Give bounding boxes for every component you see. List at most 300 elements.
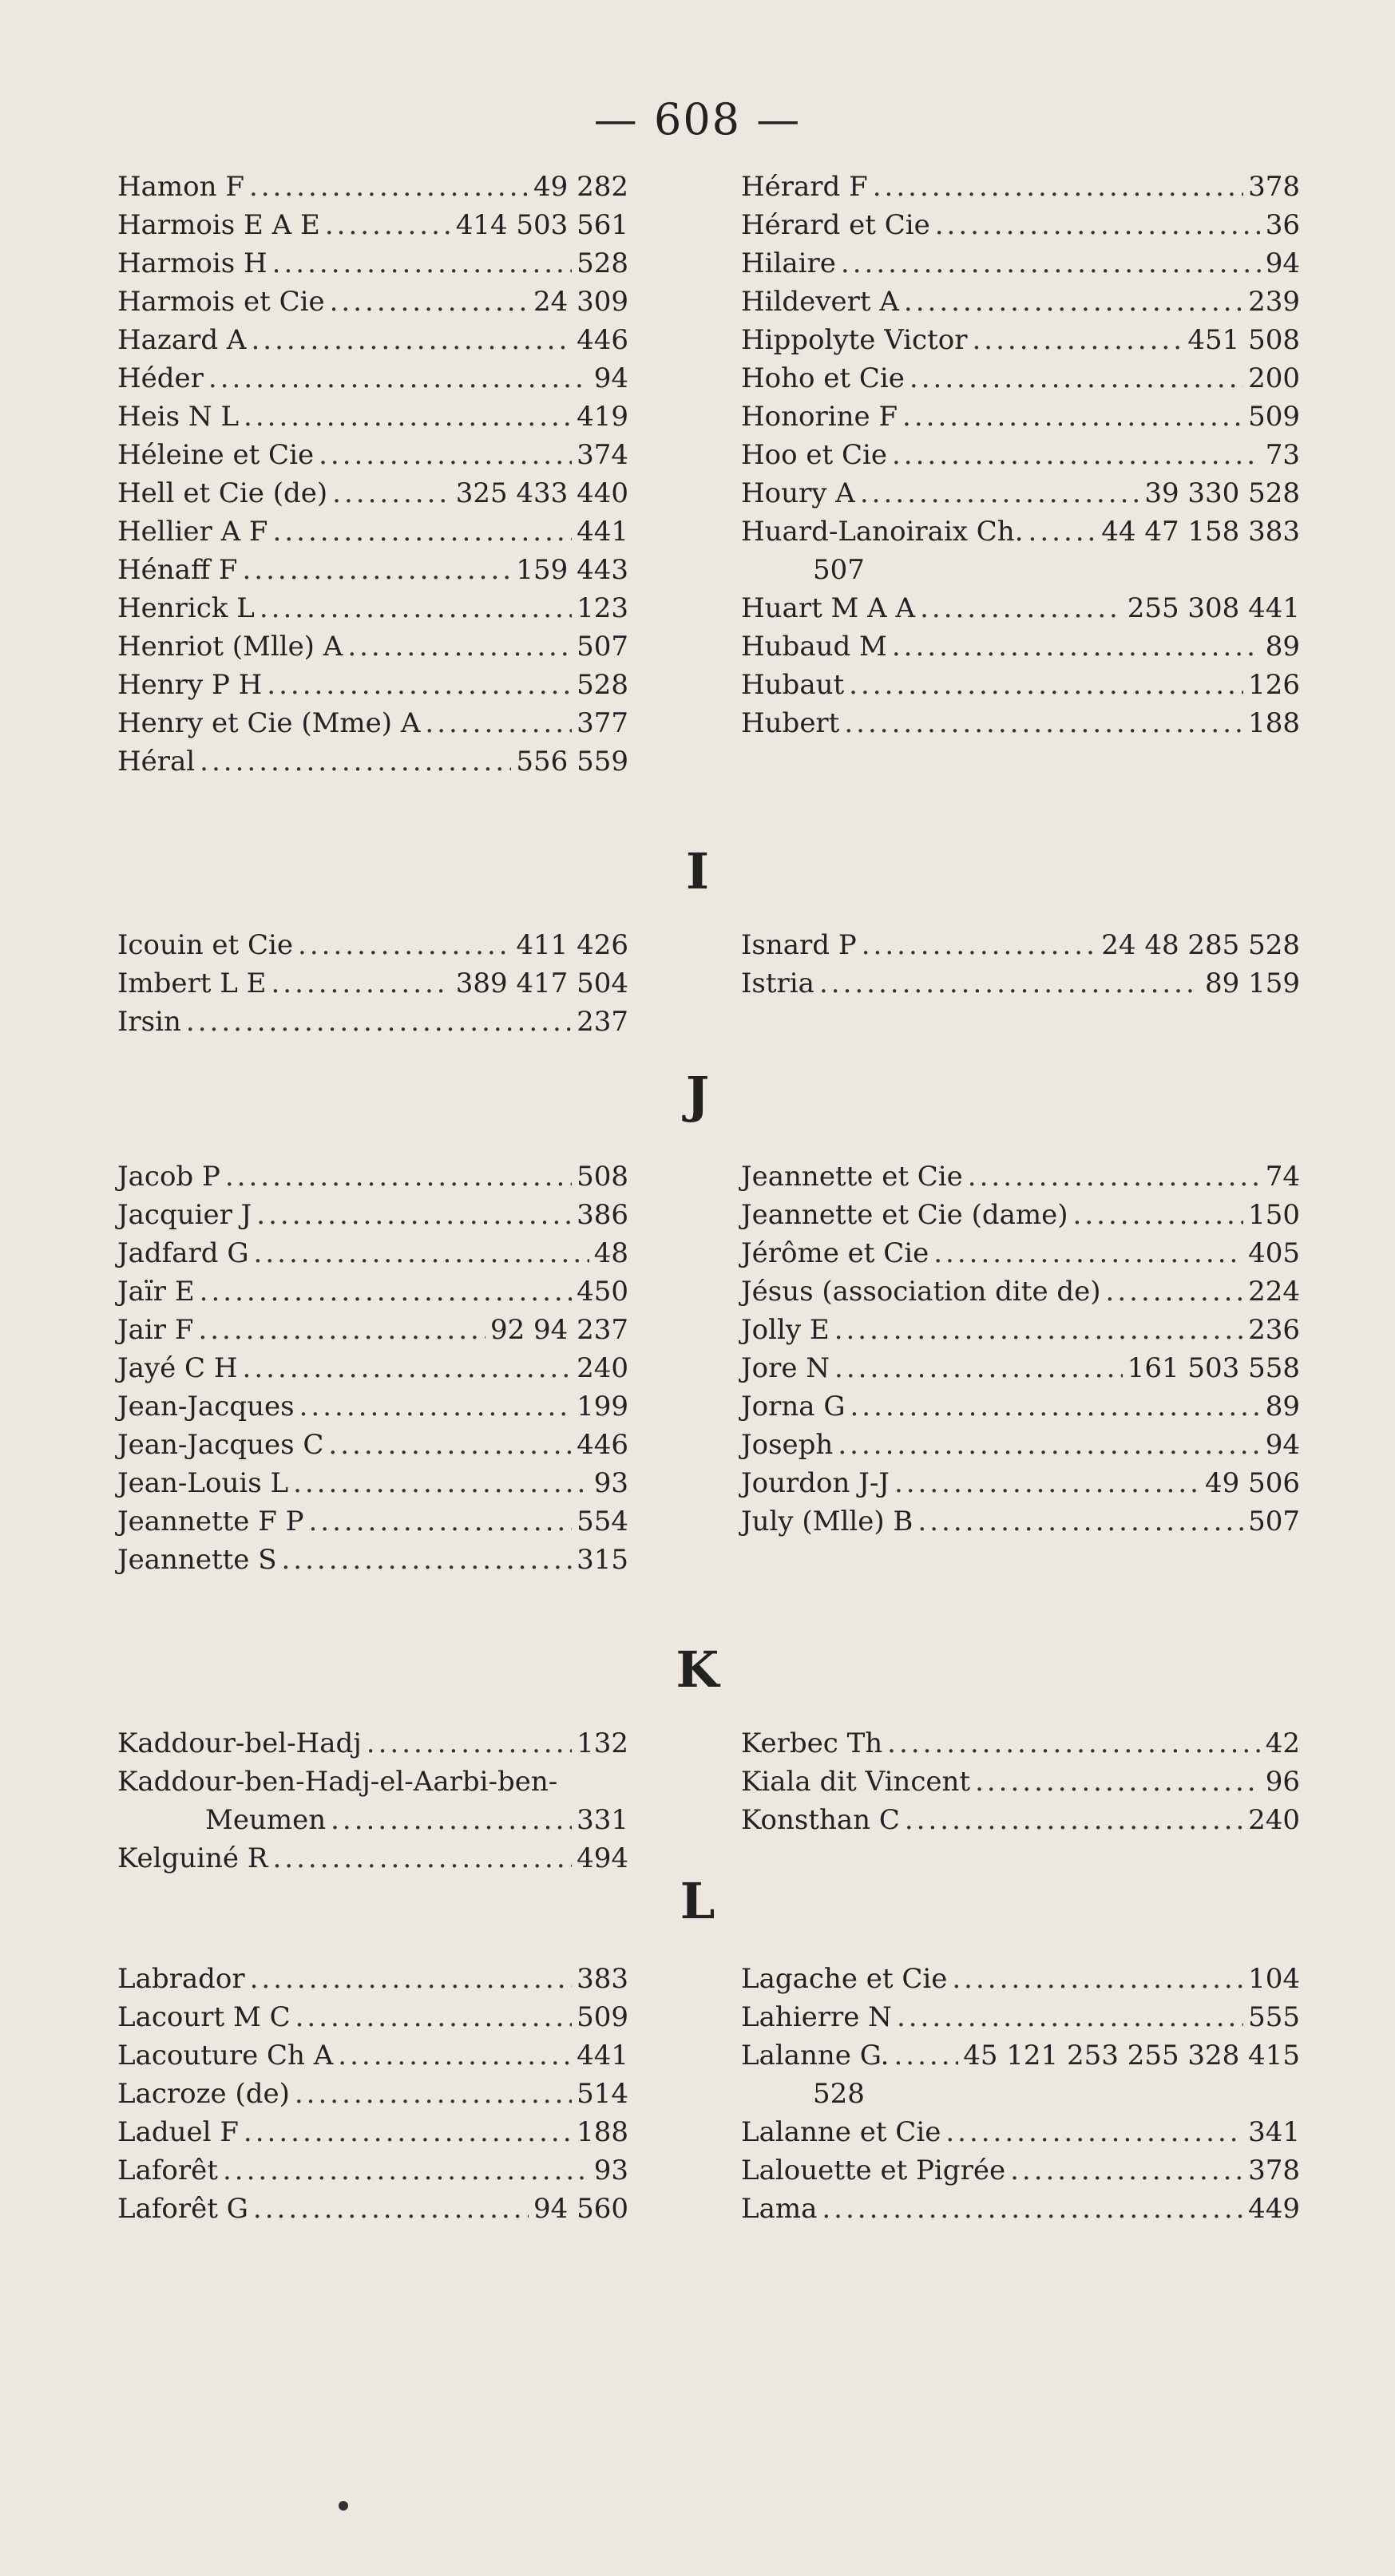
entry-pages: 411 426 xyxy=(516,929,628,961)
dot-leader xyxy=(1106,1272,1244,1311)
entry-name: Jean-Jacques xyxy=(117,1391,295,1423)
entry-pages: 94 xyxy=(1265,1429,1300,1461)
index-entry xyxy=(741,2113,1300,2151)
entry-pages: 36 xyxy=(1265,209,1300,241)
dot-leader xyxy=(892,627,1261,666)
index-entry xyxy=(741,1426,1300,1464)
index-entry xyxy=(741,321,1300,359)
entry-pages: 509 xyxy=(577,2001,628,2033)
section-heading-k: K xyxy=(676,1640,719,1699)
entry-name: Konsthan C xyxy=(741,1804,900,1836)
dot-leader xyxy=(1010,2151,1243,2190)
entry-name: Jeannette F P xyxy=(117,1506,304,1537)
entry-name: Jayé C H xyxy=(117,1352,238,1384)
index-entry xyxy=(741,1387,1300,1426)
entry-name: July (Mlle) B xyxy=(741,1506,913,1537)
index-entry xyxy=(117,2075,628,2113)
index-entry xyxy=(741,1234,1300,1272)
entry-name: Labrador xyxy=(117,1963,245,1995)
index-column-l-left xyxy=(117,1960,628,2228)
dot-leader xyxy=(244,398,572,436)
entry-pages: 123 xyxy=(577,592,628,624)
dot-leader xyxy=(972,321,1183,359)
dot-leader xyxy=(244,2113,572,2151)
entry-pages: 441 xyxy=(577,516,628,548)
entry-name: Kaddour-bel-Hadj xyxy=(117,1727,362,1759)
entry-pages: 45 121 253 255 328 415 xyxy=(963,2040,1300,2071)
index-entry xyxy=(741,1998,1300,2036)
index-entry xyxy=(117,2113,628,2151)
entry-pages: 325 433 440 xyxy=(455,477,628,509)
entry-pages: 556 559 xyxy=(516,746,628,778)
entry-name: Kerbec Th xyxy=(741,1727,883,1759)
dot-leader xyxy=(338,2036,572,2075)
index-entry xyxy=(741,926,1300,964)
dot-leader xyxy=(850,1387,1261,1426)
index-entry xyxy=(117,168,628,206)
entry-pages: 224 xyxy=(1248,1276,1300,1308)
dot-leader xyxy=(299,1387,573,1426)
index-entry-continued xyxy=(117,1801,628,1839)
index-column-i-left xyxy=(117,926,628,1041)
dot-leader xyxy=(897,1998,1243,2036)
entry-pages: 48 xyxy=(593,1237,628,1269)
entry-name: Houry A xyxy=(741,477,855,509)
entry-pages: 554 xyxy=(577,1506,628,1537)
entry-name: Huart M A A xyxy=(741,592,916,624)
entry-name: Harmois et Cie xyxy=(117,286,325,318)
dot-leader xyxy=(260,589,572,627)
entry-name: Henry et Cie (Mme) A xyxy=(117,707,421,739)
entry-pages: 44 47 158 383 xyxy=(1101,516,1300,548)
index-entry xyxy=(741,283,1300,321)
index-entry xyxy=(117,1502,628,1541)
dot-leader xyxy=(920,589,1123,627)
index-entry xyxy=(117,512,628,551)
entry-pages: 92 94 237 xyxy=(489,1314,628,1346)
entry-pages: 199 xyxy=(577,1391,628,1423)
entry-name-continued: Meumen xyxy=(205,1804,327,1836)
entry-pages: 494 xyxy=(577,1842,628,1874)
dot-leader xyxy=(910,359,1243,398)
dot-leader xyxy=(225,1157,572,1196)
index-entry xyxy=(741,244,1300,283)
dot-leader xyxy=(243,1349,573,1387)
index-column-k-left xyxy=(117,1724,628,1878)
entry-pages: 126 xyxy=(1248,669,1300,701)
dot-leader xyxy=(267,666,572,704)
entry-name: Jorna G xyxy=(741,1391,846,1423)
entry-name: Hippolyte Victor xyxy=(741,324,968,356)
entry-pages: 378 xyxy=(1248,171,1300,203)
entry-name: Hubert xyxy=(741,707,840,739)
entry-name: Jolly E xyxy=(741,1314,830,1346)
index-entry xyxy=(117,742,628,781)
index-entry xyxy=(117,1763,628,1801)
entry-pages: 39 330 528 xyxy=(1144,477,1300,509)
dot-leader xyxy=(208,359,589,398)
entry-name: Kelguiné R xyxy=(117,1842,268,1874)
dot-leader xyxy=(1073,1196,1244,1234)
entry-name: Icouin et Cie xyxy=(117,929,294,961)
index-entry xyxy=(117,1157,628,1196)
index-entry xyxy=(117,359,628,398)
entry-name: Lama xyxy=(741,2193,818,2225)
dot-leader xyxy=(328,1426,572,1464)
entry-pages: 188 xyxy=(577,2116,628,2148)
index-entry xyxy=(117,2036,628,2075)
entry-pages: 94 xyxy=(593,362,628,394)
entry-name: Héder xyxy=(117,362,204,394)
index-entry xyxy=(741,1349,1300,1387)
index-entry xyxy=(117,1724,628,1763)
entry-pages-continued: 528 xyxy=(813,2078,865,2110)
page-number: — 608 — xyxy=(593,94,802,144)
entry-pages: 93 xyxy=(593,2155,628,2186)
entry-name: Lacourt M C xyxy=(117,2001,291,2033)
dot-leader xyxy=(822,2190,1243,2228)
entry-name: Irsin xyxy=(117,1006,181,1038)
index-entry xyxy=(741,512,1300,551)
entry-name: Héral xyxy=(117,746,196,778)
entry-pages: 200 xyxy=(1248,362,1300,394)
entry-name: Hoho et Cie xyxy=(741,362,905,394)
entry-name: Jaïr E xyxy=(117,1276,195,1308)
entry-name: Hoo et Cie xyxy=(741,439,887,471)
entry-pages: 528 xyxy=(577,247,628,279)
dot-leader xyxy=(945,2113,1243,2151)
entry-name: Héleine et Cie xyxy=(117,439,315,471)
dot-leader xyxy=(331,1801,572,1839)
index-entry xyxy=(117,321,628,359)
index-entry xyxy=(741,359,1300,398)
index-entry xyxy=(741,2151,1300,2190)
entry-pages: 514 xyxy=(577,2078,628,2110)
entry-name: Jeannette et Cie (dame) xyxy=(741,1199,1068,1231)
index-entry xyxy=(741,1464,1300,1502)
index-entry xyxy=(741,436,1300,474)
entry-name: Hubaut xyxy=(741,669,845,701)
dot-leader xyxy=(295,1998,572,2036)
entry-name: Harmois H xyxy=(117,247,268,279)
entry-name: Jésus (association dite de) xyxy=(741,1276,1101,1308)
dot-leader xyxy=(367,1724,572,1763)
entry-name: Hell et Cie (de) xyxy=(117,477,328,509)
entry-pages: 240 xyxy=(1248,1804,1300,1836)
entry-pages: 555 xyxy=(1248,2001,1300,2033)
index-entry xyxy=(741,1311,1300,1349)
index-entry xyxy=(117,1464,628,1502)
dot-leader xyxy=(834,1311,1243,1349)
dot-leader xyxy=(347,627,572,666)
dot-leader xyxy=(952,1960,1243,1998)
entry-pages: 89 159 xyxy=(1205,967,1300,999)
entry-pages: 374 xyxy=(577,439,628,471)
index-entry xyxy=(741,2190,1300,2228)
entry-pages: 94 560 xyxy=(533,2193,628,2225)
index-column-h-right xyxy=(741,168,1300,742)
entry-name: Henry P H xyxy=(117,669,263,701)
entry-name: Jérôme et Cie xyxy=(741,1237,929,1269)
entry-pages-continued: 507 xyxy=(813,554,865,586)
entry-pages: 509 xyxy=(1248,401,1300,433)
entry-pages: 451 508 xyxy=(1187,324,1300,356)
index-entry xyxy=(117,244,628,283)
dot-leader xyxy=(281,1541,572,1579)
entry-name: Jean-Louis L xyxy=(117,1467,289,1499)
entry-pages: 236 xyxy=(1248,1314,1300,1346)
entry-name: Jeannette et Cie xyxy=(741,1161,963,1193)
index-entry xyxy=(117,964,628,1003)
entry-name: Lalanne et Cie xyxy=(741,2116,941,2148)
entry-name: Honorine F xyxy=(741,401,898,433)
index-entry xyxy=(117,1311,628,1349)
dot-leader xyxy=(200,1272,572,1311)
dot-leader xyxy=(862,926,1097,964)
dot-leader xyxy=(844,704,1243,742)
entry-name: Jair F xyxy=(117,1314,194,1346)
index-entry xyxy=(117,1426,628,1464)
index-column-j-left xyxy=(117,1157,628,1579)
dot-leader xyxy=(904,283,1243,321)
entry-pages: 73 xyxy=(1265,439,1300,471)
dot-leader xyxy=(894,1464,1200,1502)
entry-name: Hamon F xyxy=(117,171,244,203)
entry-name: Hilaire xyxy=(741,247,836,279)
entry-pages: 389 417 504 xyxy=(455,967,628,999)
index-entry xyxy=(117,2151,628,2190)
entry-name: Jacob P xyxy=(117,1161,220,1193)
dot-leader xyxy=(425,704,572,742)
index-column-i-right xyxy=(741,926,1300,1003)
dot-leader xyxy=(933,1234,1243,1272)
dot-leader xyxy=(841,244,1261,283)
entry-name: Lacroze (de) xyxy=(117,2078,290,2110)
entry-name: Isnard P xyxy=(741,929,857,961)
dot-leader xyxy=(902,398,1243,436)
index-entry xyxy=(117,666,628,704)
dot-leader xyxy=(223,2151,589,2190)
entry-pages: 378 xyxy=(1248,2155,1300,2186)
index-column-h-left xyxy=(117,168,628,781)
dot-leader xyxy=(319,436,572,474)
index-entry xyxy=(741,2036,1300,2075)
index-entry xyxy=(117,1541,628,1579)
entry-name: Lahierre N xyxy=(741,2001,892,2033)
entry-pages: 240 xyxy=(577,1352,628,1384)
entry-name: Henriot (Mlle) A xyxy=(117,631,343,663)
index-entry xyxy=(117,1998,628,2036)
index-entry xyxy=(741,666,1300,704)
entry-pages: 377 xyxy=(577,707,628,739)
entry-name: Lalouette et Pigrée xyxy=(741,2155,1006,2186)
index-entry xyxy=(117,926,628,964)
entry-pages: 405 xyxy=(1248,1237,1300,1269)
entry-name: Jadfard G xyxy=(117,1237,249,1269)
entry-pages: 449 xyxy=(1248,2193,1300,2225)
entry-name: Harmois E A E xyxy=(117,209,320,241)
index-entry xyxy=(741,474,1300,512)
dot-leader xyxy=(917,1502,1243,1541)
entry-name: Kaddour-ben-Hadj-el-Aarbi-ben- xyxy=(117,1766,558,1798)
entry-pages: 419 xyxy=(577,401,628,433)
entry-pages: 528 xyxy=(577,669,628,701)
dot-leader xyxy=(968,1157,1261,1196)
entry-name: Hazard A xyxy=(117,324,247,356)
entry-pages: 508 xyxy=(577,1161,628,1193)
index-entry xyxy=(117,206,628,244)
entry-pages: 188 xyxy=(1248,707,1300,739)
ink-spot xyxy=(339,2501,348,2511)
dot-leader xyxy=(243,551,512,589)
index-entry xyxy=(117,1234,628,1272)
dot-leader xyxy=(251,321,572,359)
entry-name: Imbert L E xyxy=(117,967,267,999)
entry-name: Hildevert A xyxy=(741,286,899,318)
dot-leader xyxy=(273,512,573,551)
index-entry xyxy=(117,474,628,512)
index-entry xyxy=(741,1502,1300,1541)
entry-name: Laforêt xyxy=(117,2155,218,2186)
entry-pages: 159 443 xyxy=(516,554,628,586)
entry-name: Heis N L xyxy=(117,401,240,433)
dot-leader xyxy=(887,1724,1261,1763)
entry-pages: 341 xyxy=(1248,2116,1300,2148)
index-entry xyxy=(741,1724,1300,1763)
dot-leader xyxy=(250,1960,572,1998)
index-entry xyxy=(741,1157,1300,1196)
index-entry xyxy=(741,1960,1300,1998)
entry-name: Lalanne G. xyxy=(741,2040,890,2071)
entry-pages: 331 xyxy=(577,1804,628,1836)
entry-pages: 104 xyxy=(1248,1963,1300,1995)
index-entry xyxy=(117,1272,628,1311)
entry-pages: 24 309 xyxy=(533,286,628,318)
entry-name: Istria xyxy=(741,967,814,999)
entry-pages: 49 282 xyxy=(533,171,628,203)
dot-leader xyxy=(186,1003,572,1041)
entry-name: Jourdon J-J xyxy=(741,1467,890,1499)
entry-name: Hérard F xyxy=(741,171,868,203)
dot-leader xyxy=(254,1234,589,1272)
entry-pages: 239 xyxy=(1248,286,1300,318)
entry-pages: 507 xyxy=(577,631,628,663)
entry-name: Jore N xyxy=(741,1352,830,1384)
entry-name: Lacouture Ch A xyxy=(117,2040,334,2071)
index-entry xyxy=(117,1387,628,1426)
entry-name: Huard-Lanoiraix Ch. xyxy=(741,516,1024,548)
entry-pages: 161 503 558 xyxy=(1127,1352,1300,1384)
dot-leader xyxy=(819,964,1200,1003)
entry-pages: 255 308 441 xyxy=(1127,592,1300,624)
index-entry xyxy=(741,704,1300,742)
entry-pages: 24 48 285 528 xyxy=(1101,929,1300,961)
index-entry xyxy=(117,1349,628,1387)
dot-leader xyxy=(308,1502,572,1541)
entry-pages: 386 xyxy=(577,1199,628,1231)
index-column-l-right xyxy=(741,1960,1300,2228)
entry-pages: 42 xyxy=(1265,1727,1300,1759)
dot-leader xyxy=(894,2036,958,2075)
dot-leader xyxy=(256,1196,572,1234)
index-entry xyxy=(741,168,1300,206)
dot-leader xyxy=(298,926,511,964)
entry-name: Hellier A F xyxy=(117,516,268,548)
dot-leader xyxy=(271,964,451,1003)
dot-leader xyxy=(330,283,529,321)
entry-name: Laforêt G xyxy=(117,2193,248,2225)
dot-leader xyxy=(935,206,1261,244)
entry-pages: 74 xyxy=(1265,1161,1300,1193)
dot-leader xyxy=(975,1763,1261,1801)
dot-leader xyxy=(849,666,1243,704)
section-heading-i: I xyxy=(685,842,709,900)
index-entry xyxy=(117,704,628,742)
entry-pages: 315 xyxy=(577,1544,628,1576)
entry-name: Laduel F xyxy=(117,2116,239,2148)
entry-pages: 150 xyxy=(1248,1199,1300,1231)
entry-name: Hubaud M xyxy=(741,631,887,663)
entry-pages: 89 xyxy=(1265,631,1300,663)
index-entry xyxy=(117,627,628,666)
index-entry xyxy=(741,1196,1300,1234)
dot-leader xyxy=(200,742,511,781)
entry-pages: 132 xyxy=(577,1727,628,1759)
entry-pages: 89 xyxy=(1265,1391,1300,1423)
entry-name: Lagache et Cie xyxy=(741,1963,948,1995)
entry-pages: 446 xyxy=(577,324,628,356)
index-entry xyxy=(117,589,628,627)
dot-leader xyxy=(834,1349,1123,1387)
entry-name: Hérard et Cie xyxy=(741,209,930,241)
section-heading-j: J xyxy=(685,1066,710,1124)
entry-pages: 414 503 561 xyxy=(455,209,628,241)
entry-pages: 93 xyxy=(593,1467,628,1499)
entry-name: Jean-Jacques C xyxy=(117,1429,324,1461)
dot-leader xyxy=(905,1801,1243,1839)
entry-pages: 49 506 xyxy=(1205,1467,1300,1499)
entry-name: Jacquier J xyxy=(117,1199,252,1231)
index-entry xyxy=(117,283,628,321)
dot-leader xyxy=(860,474,1139,512)
entry-name: Kiala dit Vincent xyxy=(741,1766,971,1798)
index-column-j-right xyxy=(741,1157,1300,1541)
index-entry xyxy=(741,398,1300,436)
index-entry xyxy=(741,964,1300,1003)
index-entry xyxy=(741,627,1300,666)
index-entry xyxy=(741,1801,1300,1839)
index-entry xyxy=(117,551,628,589)
dot-leader xyxy=(838,1426,1260,1464)
dot-leader xyxy=(293,1464,589,1502)
index-column-k-right xyxy=(741,1724,1300,1839)
dot-leader xyxy=(198,1311,485,1349)
entry-pages: 450 xyxy=(577,1276,628,1308)
dot-leader xyxy=(295,2075,572,2113)
index-entry xyxy=(117,1196,628,1234)
index-entry xyxy=(741,589,1300,627)
dot-leader xyxy=(1028,512,1097,551)
entry-pages: 96 xyxy=(1265,1766,1300,1798)
index-entry xyxy=(117,1960,628,1998)
dot-leader xyxy=(249,168,529,206)
index-entry xyxy=(117,398,628,436)
index-entry xyxy=(741,206,1300,244)
dot-leader xyxy=(892,436,1261,474)
entry-pages: 383 xyxy=(577,1963,628,1995)
index-entry xyxy=(117,436,628,474)
entry-name: Joseph xyxy=(741,1429,834,1461)
